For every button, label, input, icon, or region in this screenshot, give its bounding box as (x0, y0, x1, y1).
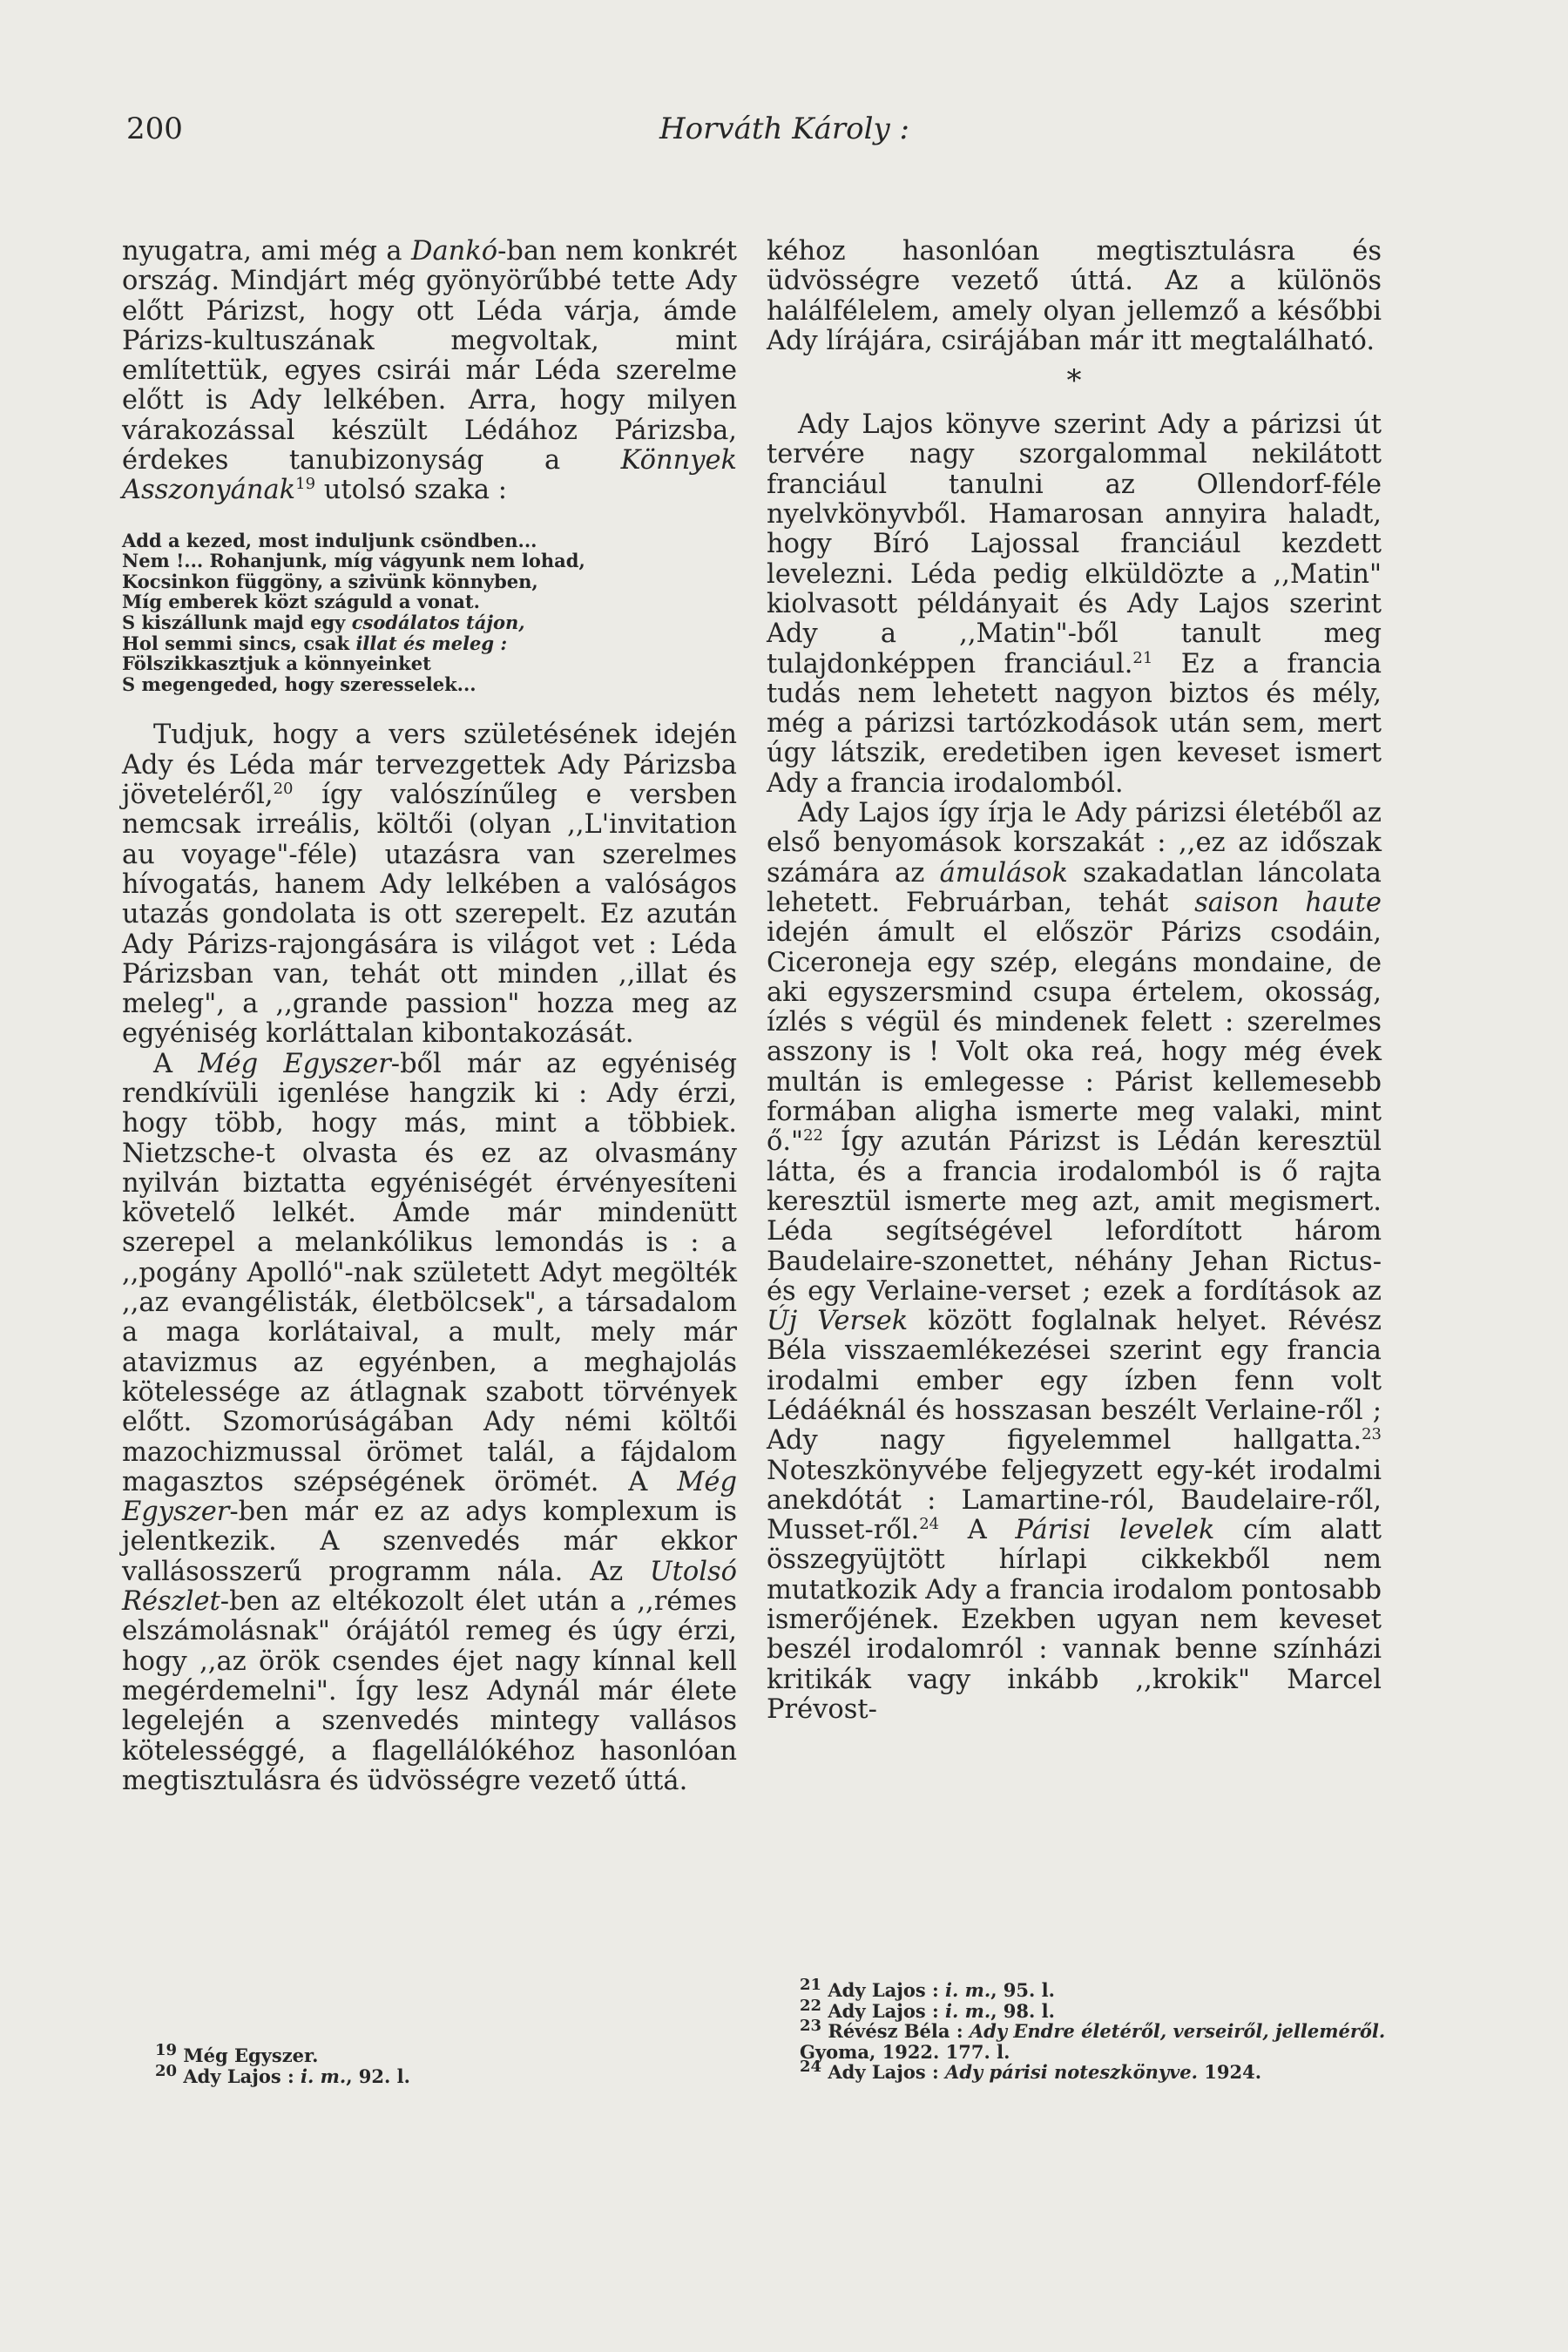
text-run: között foglalnak helyet. Révész Béla visszaemlékezései szerint egy francia irodalmi ember egy ízben fenn volt Lédáéknál és hosszasan beszélt Verlaine-ről ; Ady nagy figyelemmel hallgatta. (767, 1306, 1382, 1456)
italic-run: Könnyek Asszonyának (122, 445, 737, 506)
text-run: -ben már ez az adys komplexum is jelentkezik. A szenvedés már ekkor vallásosszerű programm nála. Az (122, 1497, 737, 1587)
paragraph-2 (122, 720, 737, 1049)
italic-run: Még Egyszer (122, 1466, 737, 1528)
poem-line: Kocsinkon függöny, a szivünk könnyben, (122, 570, 538, 592)
poem-line: Míg emberek közt száguld a vonat. (122, 591, 480, 613)
footnote-ref: 24 (919, 1515, 940, 1534)
italic-run: Dankó (410, 236, 498, 267)
footnote-italic: Ady Endre életéről, verseiről, jelleméről. (969, 2020, 1386, 2042)
poem-line: Add a kezed, most induljunk csöndben... (122, 529, 537, 551)
poem-line (122, 612, 737, 633)
text-run: S kiszállunk majd egy (122, 612, 352, 634)
footnote-20 (155, 2061, 713, 2087)
footnote-21 (800, 1976, 1392, 2001)
footnote-number: 21 (800, 1976, 822, 1994)
paragraph-5 (767, 799, 1382, 1725)
footnote-ref: 20 (273, 779, 294, 798)
text-run: A (939, 1515, 1016, 1546)
text-run: Ez a francia tudás nem lehetett nagyon biztos és mély, még a párizsi tartózkodások után sem, mert úgy látszik, eredetiben igen keveset ismert Ady a francia irodalomból. (767, 648, 1382, 799)
running-head (126, 112, 1381, 155)
text-run: Ady Lajos könyve szerint Ady a párizsi út tervére nagy szorgalommal nekilátott franciául tanulni az Ollendorf-féle nyelvkönyvből. Hamarosan annyira haladt, hogy Bíró Lajossal franciául kezdett levelezni. Léda pedig elküldözte a ,,Matin" kiolvasott példányait és Ady Lajos szerint Ady a ,,Matin"-ből tanult meg tulajdonképpen franciául. (767, 409, 1382, 679)
poem-line: Nem !... Rohanjunk, míg vágyunk nem lohad, (122, 550, 585, 572)
italic-run: Utolsó Részlet (122, 1556, 737, 1618)
left-column (122, 237, 737, 1796)
footnote-text: 1924. (1197, 2061, 1262, 2083)
text-run: Hol semmi sincs, csak (122, 632, 356, 654)
footnote-text: Révész Béla : (821, 2020, 970, 2042)
italic-run: ámulások (939, 857, 1068, 889)
poem-line: Fölszikkasztjuk a könnyeinket (122, 652, 431, 675)
footnote-text: Még Egyszer. (177, 2044, 319, 2066)
footnote-italic: i. m. (301, 2065, 347, 2087)
footnotes-left (155, 2041, 713, 2087)
italic-run: saison haute (1194, 887, 1382, 918)
footnote-number: 20 (155, 2061, 178, 2080)
italic-run: Még Egyszer (198, 1048, 391, 1079)
paragraph-4 (767, 410, 1382, 799)
footnote-text: Ady Lajos : (821, 2061, 946, 2083)
poem-line (122, 633, 737, 654)
text-run: A (153, 1048, 199, 1079)
italic-run: csodálatos tájon, (351, 612, 525, 634)
text-run: Noteszkönyvébe feljegyzett egy-két irodalmi anekdótát : Lamartine-ról, Baudelaire-ről, Musset-ről. (767, 1455, 1382, 1546)
text-run: idején ámult el először Párizs csodáin, Ciceroneja egy szép, elegáns mondaine, de aki egyszersmind csupa értelem, okosság, ízlés s végül és mindenek felett : szerelmes asszony is ! Volt oka reá, hogy még évek multán is emlegesse : Párist kellemesebb formában aligha ismerte meg valaki, mint ő." (767, 917, 1382, 1158)
footnote-22 (800, 1996, 1392, 2022)
section-break: * (1066, 363, 1082, 399)
footnotes-right (800, 1976, 1392, 2083)
footnote-text: Ady Lajos : (177, 2065, 301, 2087)
text-run: -ben az eltékozolt élet után a ,,rémes elszámolásnak" órájától remeg és úgy érzi, hogy ,,az örök csendes éjet nagy kínnal kell megérdemelni". Így lesz Adynál már élete legelején a szenvedés mintegy vallásos kötelességgé, a flagellálókéhoz hasonlóan megtisztulásra és üdvösségre vezető úttá. (122, 1586, 737, 1796)
running-title: Horváth Károly : (659, 112, 909, 146)
footnote-text: , 98. l. (990, 1999, 1055, 2022)
italic-run: illat és meleg : (355, 632, 508, 654)
text-run: Tudjuk, hogy a vers születésének idején Ady és Léda már tervezgettek Ady Párizsba jöveteléről, (122, 720, 737, 811)
text-run: nyugatra, ami még a (122, 236, 411, 267)
page-number: 200 (126, 112, 183, 146)
footnote-24 (800, 2058, 1392, 2083)
footnote-text: , 92. l. (346, 2065, 410, 2087)
footnote-text: Ady Lajos : (821, 1999, 946, 2022)
footnote-number: 22 (800, 1996, 822, 2015)
footnote-text: Gyoma, 1922. 177. l. (800, 2040, 1010, 2063)
text-run: így valószínűleg e versben nemcsak irreális, költői (olyan ,,L'invitation au voyage"-féle) utazásra van szerelmes hívogatás, hanem Ady lelkében a valóságos utazás gondolata is ott szerepelt. Ez azután Ady Párizs-rajongására is világot vet : Léda Párizsban van, tehát ott minden ,,illat és meleg", a ,,grande passion" hozza meg az egyéniség korláttalan kibontakozását. (122, 780, 737, 1050)
footnote-ref: 21 (1132, 648, 1153, 667)
footnote-text: , 95. l. (990, 1979, 1055, 2001)
footnote-text: Ady Lajos : (821, 1979, 946, 2001)
poem-quote (122, 531, 737, 695)
text-run: -ből már az egyéniség rendkívüli igenlése hangzik ki : Ady érzi, hogy több, hogy más, mint a többiek. Nietzsche-t olvasta és ez az olvasmány nyilván biztatta egyéniségét érvényesíteni követelő lelkét. Ámde már mindenütt szerepel a melankólikus lemondás is : a ,,pogány Apolló"-nak született Adyt megölték ,,az evangélisták, életbölcsek", a társadalom a maga korlátaival, a mult, mely már atavizmus az egyénben, a meghajolás kötelessége az átlagnak szabott törvények előtt. Szomorúságában Ady némi költői mazochizmussal örömet talál, a fájdalom magasztos szépségének örömét. A (122, 1048, 737, 1497)
text-run: Így azután Párizst is Lédán keresztül látta, és a francia irodalomból is ő rajta keresztül ismerte meg azt, amit megismert. Léda segítségével lefordított három Baudelaire-szonettet, néhány Jehan Rictus- és egy Verlaine-verset ; ezek a fordítások az (767, 1126, 1382, 1307)
text-run: -ban nem konkrét ország. Mindjárt még gyönyörűbbé tette Ady előtt Párizst, hogy ott Léda várja, ámde Párizs-kultuszának megvoltak, mint említettük, egyes csirái már Léda szerelme előtt is Ady lelkében. Arra, hogy milyen várakozással készült Lédához Párizsba, érdekes tanubizonyság a (122, 236, 737, 476)
text-run: szakadatlan láncolata lehetett. Februárban, tehát (767, 857, 1382, 918)
footnote-italic: i. m. (945, 1999, 991, 2022)
poem-line: S megengeded, hogy szeresselek... (122, 672, 476, 695)
italic-run: Új Versek (767, 1306, 909, 1337)
italic-run: Párisi levelek (1015, 1515, 1215, 1546)
text-run: Ady Lajos így írja le Ady párizsi életéből az első benyomások korszakát : ,,ez az időszak számára az (767, 798, 1382, 889)
paragraph-1 (122, 237, 737, 506)
footnote-ref: 19 (295, 475, 316, 494)
text-run: utolsó szaka : (315, 475, 508, 506)
footnote-19 (155, 2041, 713, 2066)
paragraph-3-continued: kéhoz hasonlóan megtisztulásra és üdvösségre vezető úttá. Az a különös halálfélelem, amely olyan jellemző a későbbi Ady lírájára, csirájában már itt megtalálható. (767, 236, 1382, 356)
text-run: cím alatt összegyüjtött hírlapi cikkekből nem mutatkozik Ady a francia irodalom pontosabb ismerőjének. Ezekben ugyan nem keveset beszél irodalomról : vannak benne színházi kritikák vagy inkább ,,krokik" Marcel Prévost- (767, 1515, 1382, 1725)
footnote-23 (800, 2017, 1392, 2063)
footnote-italic: i. m. (945, 1979, 991, 2001)
footnote-ref: 23 (1362, 1425, 1382, 1444)
footnote-ref: 22 (803, 1126, 823, 1146)
footnote-number: 19 (155, 2041, 178, 2059)
footnote-number: 24 (800, 2058, 822, 2076)
paragraph-3 (122, 1050, 737, 1796)
right-column (767, 237, 1382, 1725)
footnote-number: 23 (800, 2017, 822, 2035)
footnote-italic: Ady párisi noteszkönyve. (945, 2061, 1198, 2083)
